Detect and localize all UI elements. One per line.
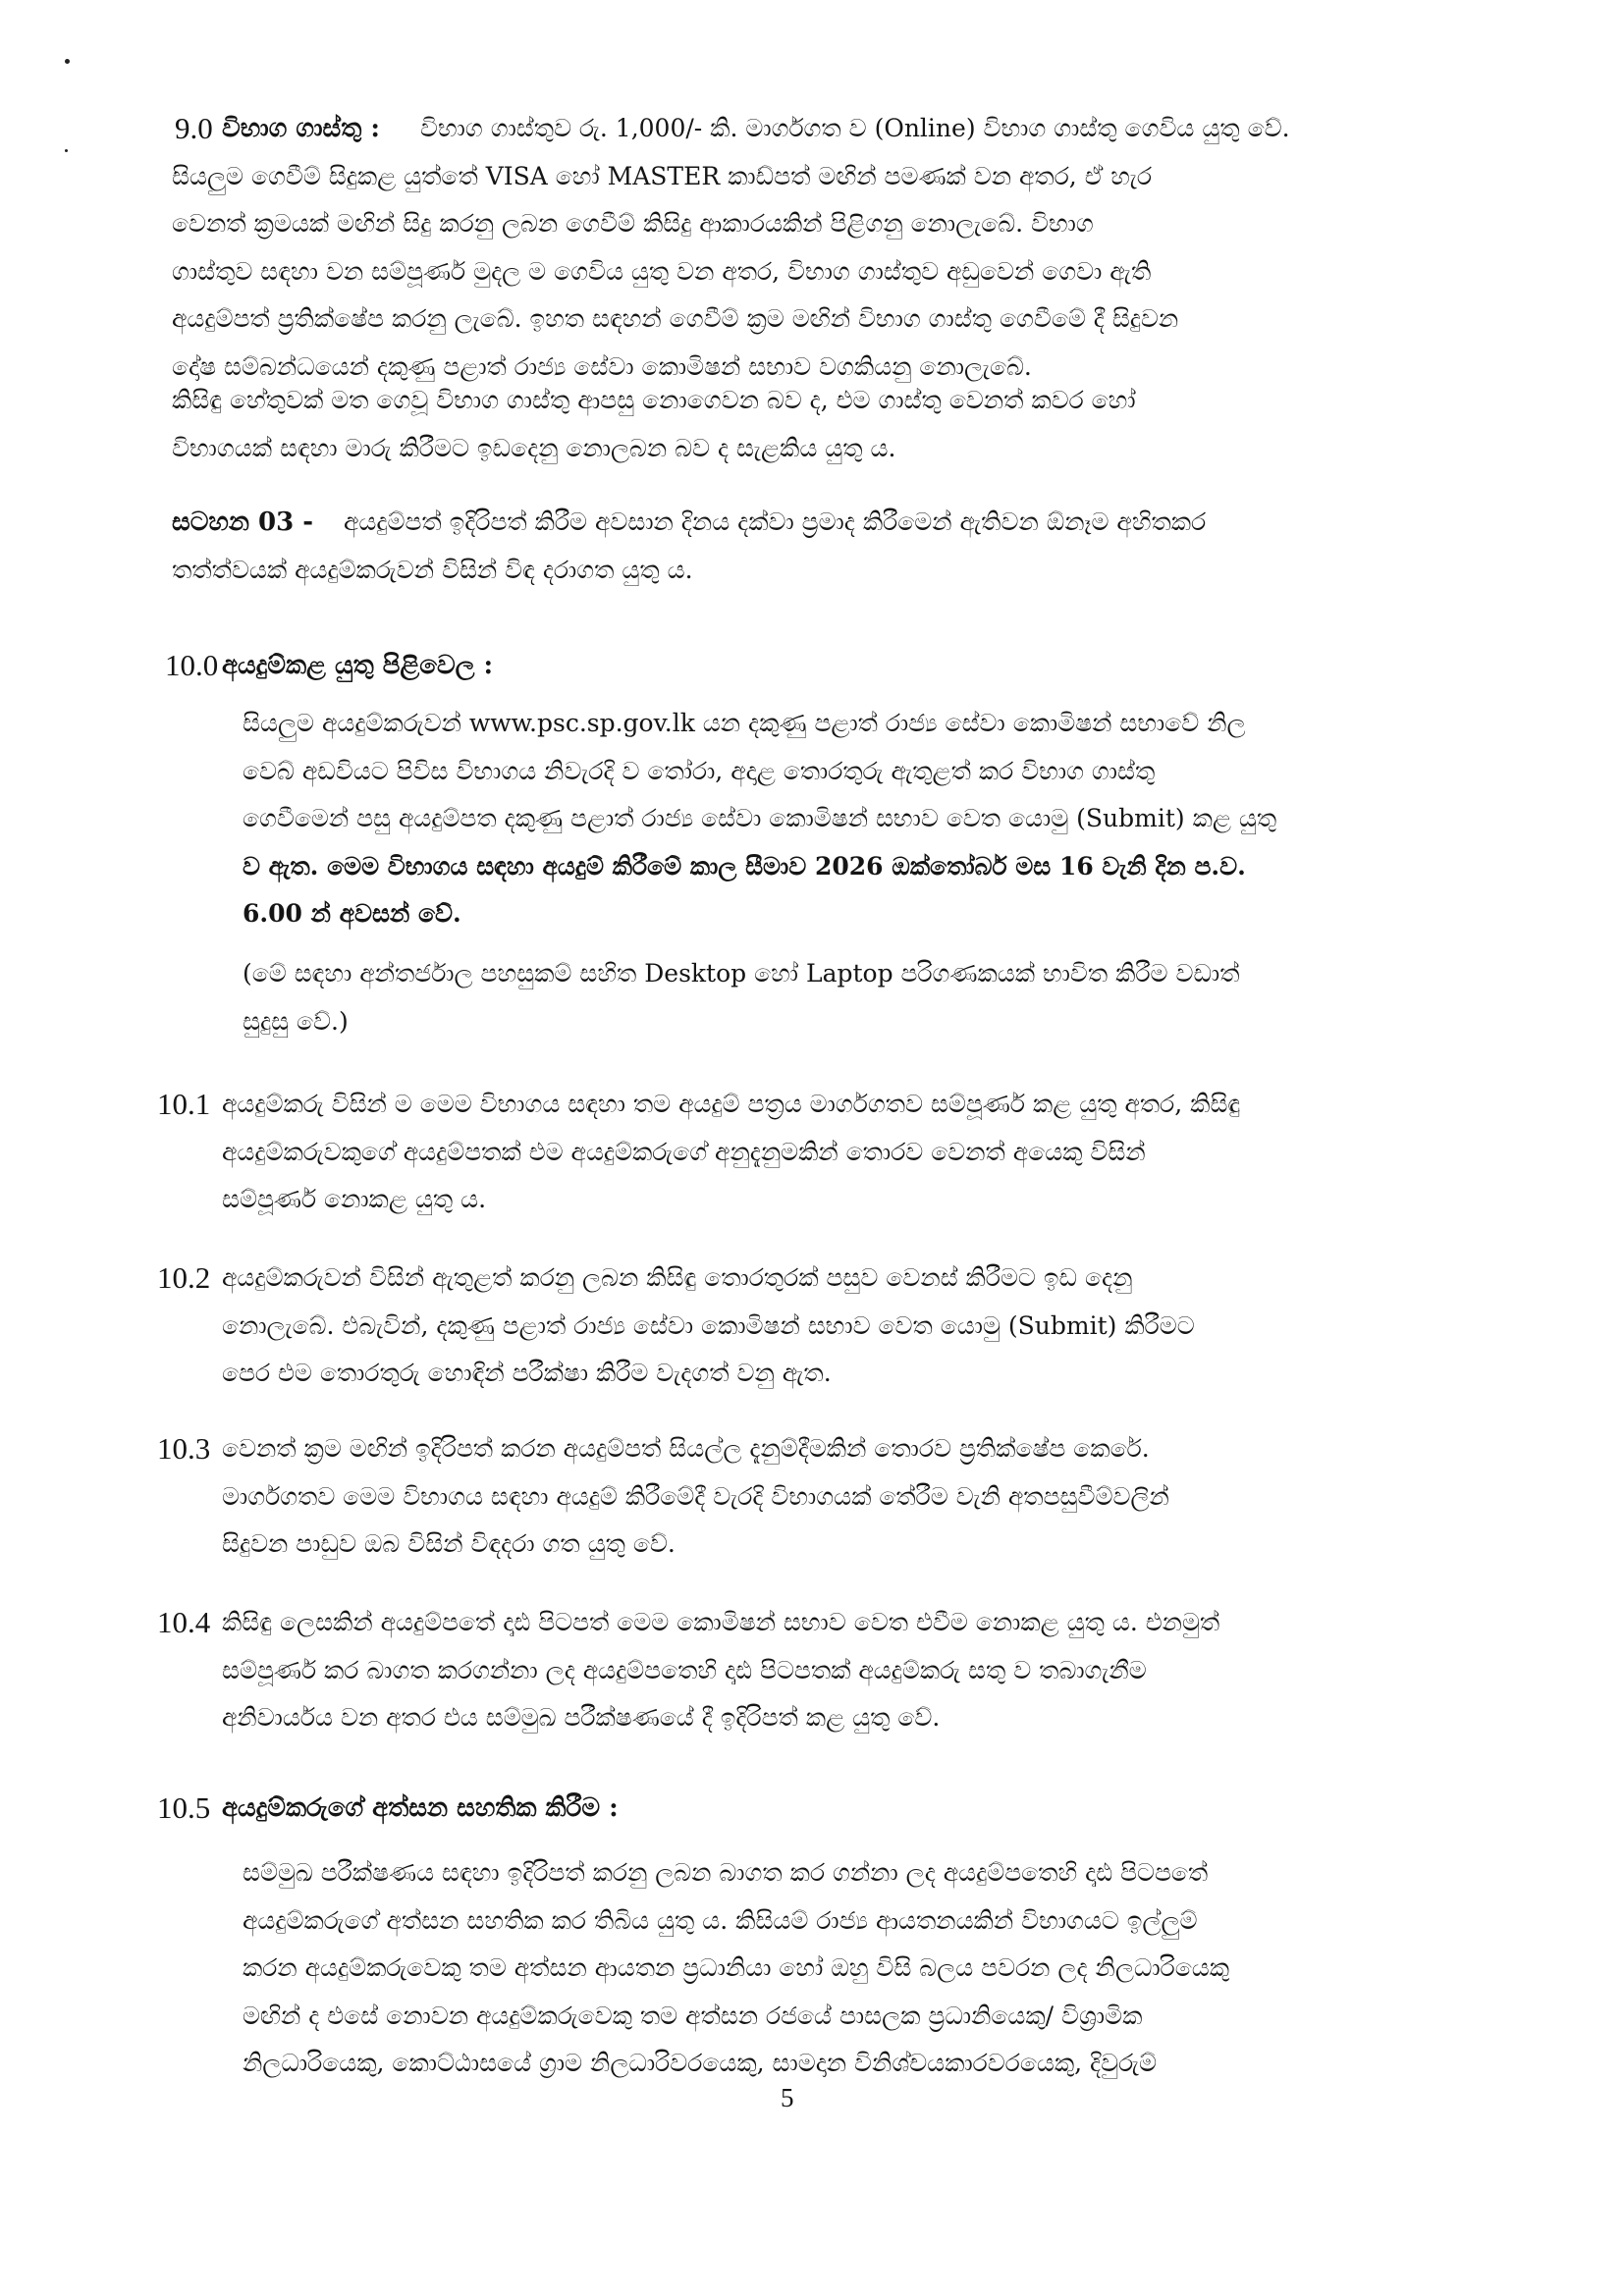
text-line: නිලධාරියෙකු, කොට්ඨාසයේ ග්‍රාම නිලධාරිවරයෙකු, සාමදාන විනිශ්චයකාරවරයෙකු, දිවුරුම් (243, 2049, 1157, 2077)
text-line: කිසිඳු ලෙසකින් අයදුම්පතේ දෘඪ පිටපත් මෙම කොමිෂන් සභාව වෙත එවීම නොකළ යුතු ය. එනමුත් (222, 1608, 1220, 1636)
text-line: තත්ත්වයක් අයදුම්කරුවන් විසින් විඳ දරාගත යුතු ය. (172, 555, 693, 584)
text-line: ගෙවීමෙන් පසු අයදුම්පත දකුණු පළාත් රාජ්‍ය සේවා කොමිෂන් සභාව වෙත යොමු (Submit) කළ යුතු (243, 804, 1277, 832)
text-line: අනිවාර්යය වන අතර එය සම්මුඛ පරීක්ෂණයේ දී ඉදිරිපත් කළ යුතු වේ. (222, 1703, 941, 1732)
text-line: මාර්ගගතව මෙම විභාගය සඳහා අයදුම් කිරීමේදී වැරදි විභාගයක් තේරීම වැනි අතපසුවීම්වලින් (222, 1481, 1169, 1511)
section-10-4-body (222, 1599, 1448, 1742)
text-line: දෝෂ සම්බන්ධයෙන් දකුණු පළාත් රාජ්‍ය සේවා කොමිෂන් සභාව වගකියනු නොලැබේ. (172, 351, 1032, 381)
section-number: 10.1 (157, 1087, 211, 1121)
text-line: සම්මුඛ පරීක්ෂණය සඳහා ඉදිරිපත් කරනු ලබන බාගත කර ගන්නා ලද අයදුම්පතෙහි දෘඪ පිටපතේ (243, 1858, 1209, 1887)
text-line: විභාගයක් සඳහා මාරු කිරීමට ඉඩදෙනු නොලබන බව ද සැළකිය යුතු ය. (172, 433, 896, 462)
section-number: 10.2 (157, 1260, 211, 1295)
text-line: සියලුම ගෙවීම් සිදුකළ යුත්තේ VISA හෝ MASTER කාඩ්පත් මඟින් පමණක් වන අතර, ඒ හැර (172, 161, 1153, 190)
section-10-1-body (222, 1081, 1448, 1224)
text-line: නොලැබේ. එබැවින්, දකුණු පළාත් රාජ්‍ය සේවා කොමිෂන් සභාව වෙත යොමු (Submit) කිරීමට (222, 1310, 1195, 1340)
section-number: 10.3 (157, 1431, 211, 1466)
section-number: 10.0 (165, 648, 219, 682)
text-line: පෙර එම තොරතුරු හොඳින් පරීක්ෂා කිරීම වැදගත් වනු ඇත. (222, 1359, 832, 1387)
text-line: කිසිඳු හේතුවක් මත ගෙවූ විභාග ගාස්තු ආපසු නොගෙවන බව ද, එම ගාස්තු වෙනත් කවර හෝ (172, 386, 1136, 414)
text-line: වෙනත් ක්‍රම මඟින් ඉදිරිපත් කරන අයදුම්පත් සියල්ල දැනුම්දීමකින් තොරව ප්‍රතික්ෂේප කෙරේ. (222, 1434, 1150, 1463)
note-label: සටහන 03 - (172, 507, 314, 537)
text-line: සුදුසු වේ.) (243, 1006, 349, 1036)
text-line: ගාස්තුව සඳහා වන සම්පූර්ණ මුදල ම ගෙවිය යුතු වන අතර, විභාග ගාස්තුව අඩුවෙන් ගෙවා ඇති (172, 256, 1152, 286)
section-title: විභාග ගාස්තු : (222, 114, 380, 143)
section-10-3-body (222, 1425, 1448, 1569)
text-line: අයදුම්කරුගේ අත්සන සහතික කර තිබිය යුතු ය. කිසියම් රාජ්‍ය ආයතනයකින් විභාගයට ඉල්ලුම් (243, 1905, 1198, 1935)
text-line: අයදුම්කරුවන් විසින් ඇතුළත් කරනු ලබන කිසිඳු තොරතුරක් පසුව වෙනස් කිරීමට ඉඩ දෙනු (222, 1263, 1133, 1292)
scan-speck (65, 59, 70, 64)
scan-speck (65, 149, 68, 152)
text-line: සිදුවන පාඩුව ඔබ විසින් විඳදරා ගත යුතු වේ. (222, 1529, 676, 1558)
text-line: අයදුම්කරු විසින් ම මෙම විභාගය සඳහා තම අයදුම් පත්‍රය මාර්ගගතව සම්පූර්ණ කළ යුතු අතර, කිසිඳු (222, 1090, 1241, 1118)
text-line: විභාග ගාස්තුව රු. 1,000/- කි. මාර්ගගත ව (Online) විභාග ගාස්තු ගෙවිය යුතු වේ. (420, 114, 1290, 142)
text-line: වෙනත් ක්‍රමයක් මඟින් සිදු කරනු ලබන ගෙවීම් කිසිදු ආකාරයකින් පිළිගනු නොලැබේ. විභාග (172, 209, 1094, 238)
section-10-2-body (222, 1255, 1448, 1398)
text-line: ව ඇත. මෙම විභාගය සඳහා අයදුම් කිරීමේ කාල සීමාව 2026 ඔක්තෝබර් මස 16 වැනි දින ප.ව. (243, 851, 1246, 881)
section-10-5-body (243, 1849, 1448, 2088)
text-line: අයදුම්කරුවකුගේ අයදුම්පතක් එම අයදුම්කරුගේ අනුදැනුමකින් තොරව වෙනත් අයෙකු විසින් (222, 1137, 1146, 1166)
section-title: අයදුම්කරුගේ අත්සන සහතික කිරීම : (222, 1793, 619, 1823)
text-line: කරන අයදුම්කරුවෙකු තම අත්සන ආයතන ප්‍රධානියා හෝ ඔහු විසි බලය පවරන ලද නිලධාරියෙකු (243, 1953, 1230, 1982)
page-number: 5 (781, 2083, 794, 2112)
note-body (172, 499, 1448, 594)
text-line: (මේ සඳහා අන්තර්ජාල පහසුකම් සහිත Desktop හෝ Laptop පරිගණකයක් භාවිත කිරීම වඩාත් (243, 959, 1240, 988)
section-10-note (243, 950, 1448, 1045)
section-number: 10.5 (157, 1790, 211, 1825)
text-line: 6.00 න් අවසන් වේ. (243, 899, 461, 928)
text-line: වෙබ් අඩවියට පිවිස විභාගය නිවැරදි ව තෝරා, අදාළ තොරතුරු ඇතුළත් කර විභාග ගාස්තු (243, 756, 1156, 785)
section-9-paragraph-2 (172, 377, 1448, 472)
text-line: අයදුම්පත් ඉදිරිපත් කිරීම අවසාන දිනය දක්වා ප්‍රමාද කිරීමෙන් ඇතිවන ඕනෑම අහිතකර (344, 507, 1207, 536)
text-line: අයදුම්පත් ප්‍රතික්ෂේප කරනු ලැබේ. ඉහත සඳහන් ගෙවීම් ක්‍රම මඟින් විභාග ගාස්තු ගෙවීමේ දී සිදුවන (172, 304, 1179, 333)
section-10-body (243, 700, 1448, 938)
section-number: 9.0 (175, 111, 213, 145)
text-line: සම්පූර්ණ කර බාගත කරගන්නා ලද අයදුම්පතෙහි දෘඪ පිටපතක් අයදුම්කරු සතු ව තබාගැනීම (222, 1655, 1147, 1684)
text-line: සියලුම අයදුම්කරුවන් www.psc.sp.gov.lk යන දකුණු පළාත් රාජ්‍ය සේවා කොමිෂන් සභාවේ නිල (243, 709, 1246, 737)
text-line: සම්පූර්ණ නොකළ යුතු ය. (222, 1185, 487, 1213)
text-line: මඟින් ද එසේ නොවන අයදුම්කරුවෙකු තම අත්සන රජයේ පාසලක ප්‍රධානියෙකු/ විශ්‍රාමික (243, 2001, 1143, 2030)
section-9-body (172, 105, 1448, 391)
section-number: 10.4 (157, 1605, 211, 1639)
section-title: අයදුම්කළ යුතු පිළිවෙල : (222, 651, 494, 680)
